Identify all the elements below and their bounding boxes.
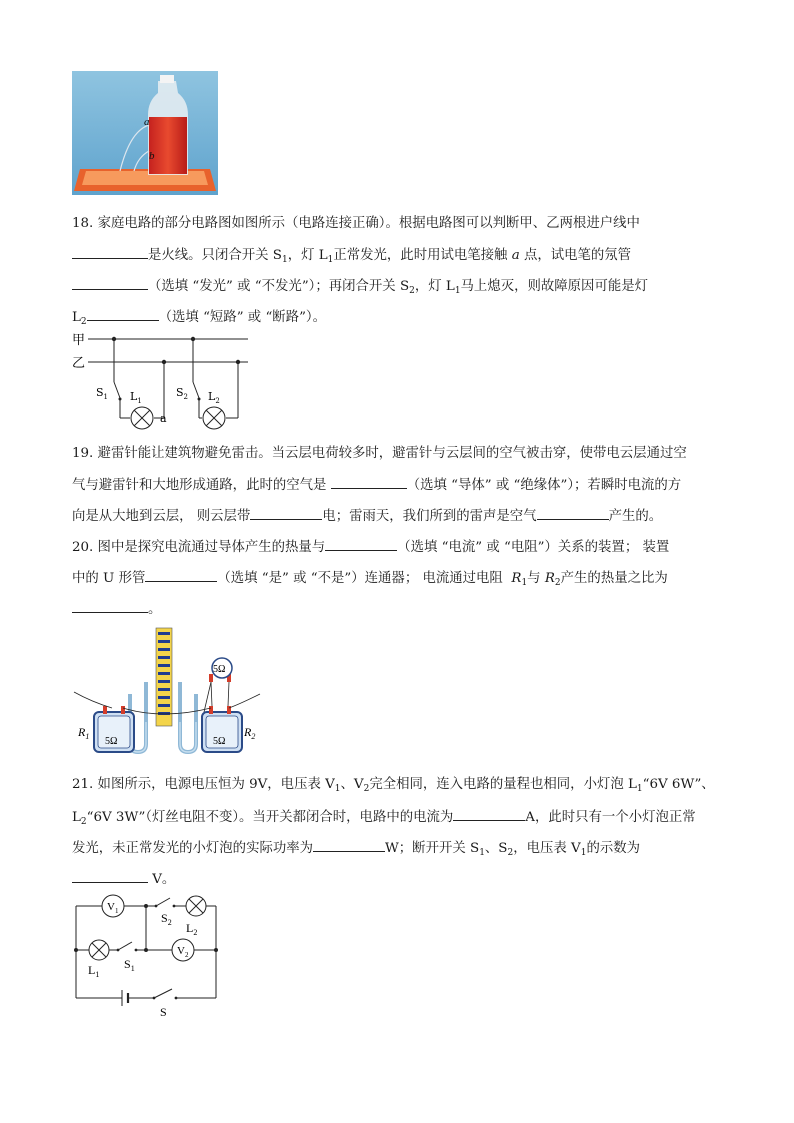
subscript: 1 [479,848,485,858]
q20-text: （选填 “电流” 或 “电阻”）关系的装置； 装置 [397,540,670,555]
wire-yi-label: 乙 [72,356,86,371]
q21-text: L [72,810,81,825]
q21-text: A，此时只有一个小灯泡正常 [525,810,696,825]
q19-blank-1[interactable] [331,474,407,489]
q19-text: 气与避雷针和大地形成通路，此时的空气是 [72,478,327,493]
q19-line3 [72,505,662,527]
q20-text: 产生的热量之比为 [560,571,668,586]
subscript: 2 [80,317,87,327]
q20-text: （选填 “是” 或 “不是”）连通器； 电流通过电阻 [217,571,503,586]
q21-text: 、S [484,841,508,856]
q18-blank-3[interactable] [87,306,159,321]
q18-text: 点，试电笔的氖管 [523,248,632,263]
household-circuit-diagram [72,330,262,434]
q20-text: 20. 图中是探究电流通过导体产生的热量与 [72,540,326,555]
label-b: b [149,150,155,162]
q18-text: ，灯 L [287,248,328,263]
q18-line1 [72,214,640,234]
q18-line2 [72,244,631,270]
q21-line1 [72,775,715,799]
wire-jia-label: 甲 [72,333,86,348]
subscript: 1 [580,848,587,858]
subscript: 2 [554,578,561,588]
top-resistor-label: 5Ω [213,664,226,675]
subscript: 1 [334,784,341,794]
q18-text: 正常发光，此时用试电笔接触 [333,248,508,263]
q18-text: 是火线。只闭合开关 S [148,248,282,263]
q21-text: 21. 如图所示，电源电压恒为 9V，电压表 V [72,777,335,792]
q18-blank-1[interactable] [72,244,148,259]
r-symbol: R [511,571,522,586]
q20-line2 [72,567,668,593]
voltmeter-v1-label: $V_1$ [107,901,119,915]
subscript: 1 [636,784,643,794]
q21-text: “6V 6W”、 [642,777,715,792]
q19-text: （选填 “导体” 或 “绝缘体”）；若瞬时电流的方 [406,478,682,493]
q21-text: V。 [152,872,176,887]
q19-blank-3[interactable] [537,505,609,520]
q21-blank-3[interactable] [72,868,148,883]
q19-text: 向是从大地到云层， 则云层带 [72,509,251,524]
q18-blank-2[interactable] [72,275,148,290]
bottle-photo-svg [72,71,218,195]
q21-text: ，电压表 V [513,841,581,856]
r1-label: $R_1$ [78,725,90,741]
point-a: a [511,248,520,263]
lamp-l1-label: $L_1$ [88,963,100,979]
subscript: 2 [507,848,514,858]
voltmeter-circuit-diagram [72,892,232,1020]
q19-line2 [72,474,681,496]
q21-line4 [72,868,175,890]
q21-text: “6V 3W”（灯丝电阻不变）。当开关都闭合时，电路中的电流为 [86,810,454,825]
switch-s1-label: $S_1$ [96,386,109,401]
joule-heat-apparatus [72,626,262,762]
q20-blank-1[interactable] [325,536,397,551]
q21-line3 [72,837,640,863]
r2-label: $R_2$ [244,725,256,741]
bottle-photo [72,71,218,195]
q18-line4 [72,306,326,332]
subscript: 1 [521,578,528,588]
switch-s2-label: $S_2$ [161,911,172,927]
q18-text: （选填 “短路” 或 “断路”）。 [158,310,326,325]
subscript: 2 [80,817,87,827]
q19-line1: 19. 避雷针能让建筑物避免雷击。当云层电荷较多时，避雷针与云层间的空气被击穿，使带电云层通过空 [72,446,687,461]
q21-text: 的示数为 [586,841,641,856]
switch-s2-label: $S_2$ [176,386,189,401]
subscript: 1 [327,255,334,265]
q18-text: 家庭电路的部分电路图如图所示（电路连接正确）。根据电路图可以判断甲、乙两根进户线中 [97,216,640,231]
point-a-label: a [160,412,167,425]
q20-text: 与 [527,571,541,586]
q18-text: 马上熄灭，则故障原因可能是灯 [460,279,649,294]
q20-line1 [72,536,669,558]
main-switch-s-label: S [160,1005,167,1019]
q19-text: 电；雷雨天，我们所到的雷声是空气 [322,509,537,524]
r2-value-label: 5Ω [213,736,226,747]
q18-text: （选填 “发光” 或 “不发光”）；再闭合开关 S [148,279,410,294]
r1-value-label: 5Ω [105,736,118,747]
q21-blank-2[interactable] [313,837,385,852]
q19-text: 产生的。 [608,509,663,524]
voltmeter-circuit-svg [72,892,232,1020]
q18-line3 [72,275,648,301]
q21-text: 、V [340,777,364,792]
household-circuit-svg [72,330,262,434]
q21-text: W；断开开关 S [385,841,480,856]
q21-text: 发光，未正常发光的小灯泡的实际功率为 [72,841,314,856]
q20-text: 中的 U 形管 [72,571,146,586]
label-a: a [144,116,150,128]
q19-blank-2[interactable] [250,505,322,520]
q20-blank-2[interactable] [145,567,217,582]
switch-s1-label: $S_1$ [124,957,135,973]
q20-text: 。 [148,602,162,617]
q18-number: 18. [72,216,94,231]
q18-text: L [72,310,81,325]
subscript: 2 [363,784,370,794]
q18-text: ，灯 L [414,279,455,294]
q21-text: 完全相同，连入电路的量程也相同，小灯泡 L [369,777,637,792]
subscript: 2 [409,286,415,296]
r-symbol: R [544,571,555,586]
joule-heat-svg [72,626,262,762]
voltmeter-v2-label: $V_2$ [177,945,189,959]
lamp-l2-label: $L_2$ [186,921,198,937]
q20-line3 [72,598,161,620]
q21-blank-1[interactable] [453,806,525,821]
q21-line2 [72,806,696,832]
lamp-l2-label: $L_2$ [208,390,220,405]
lamp-l1-label: $L_1$ [130,390,142,405]
q20-blank-3[interactable] [72,598,148,613]
subscript: 1 [281,255,288,265]
subscript: 1 [454,286,461,296]
